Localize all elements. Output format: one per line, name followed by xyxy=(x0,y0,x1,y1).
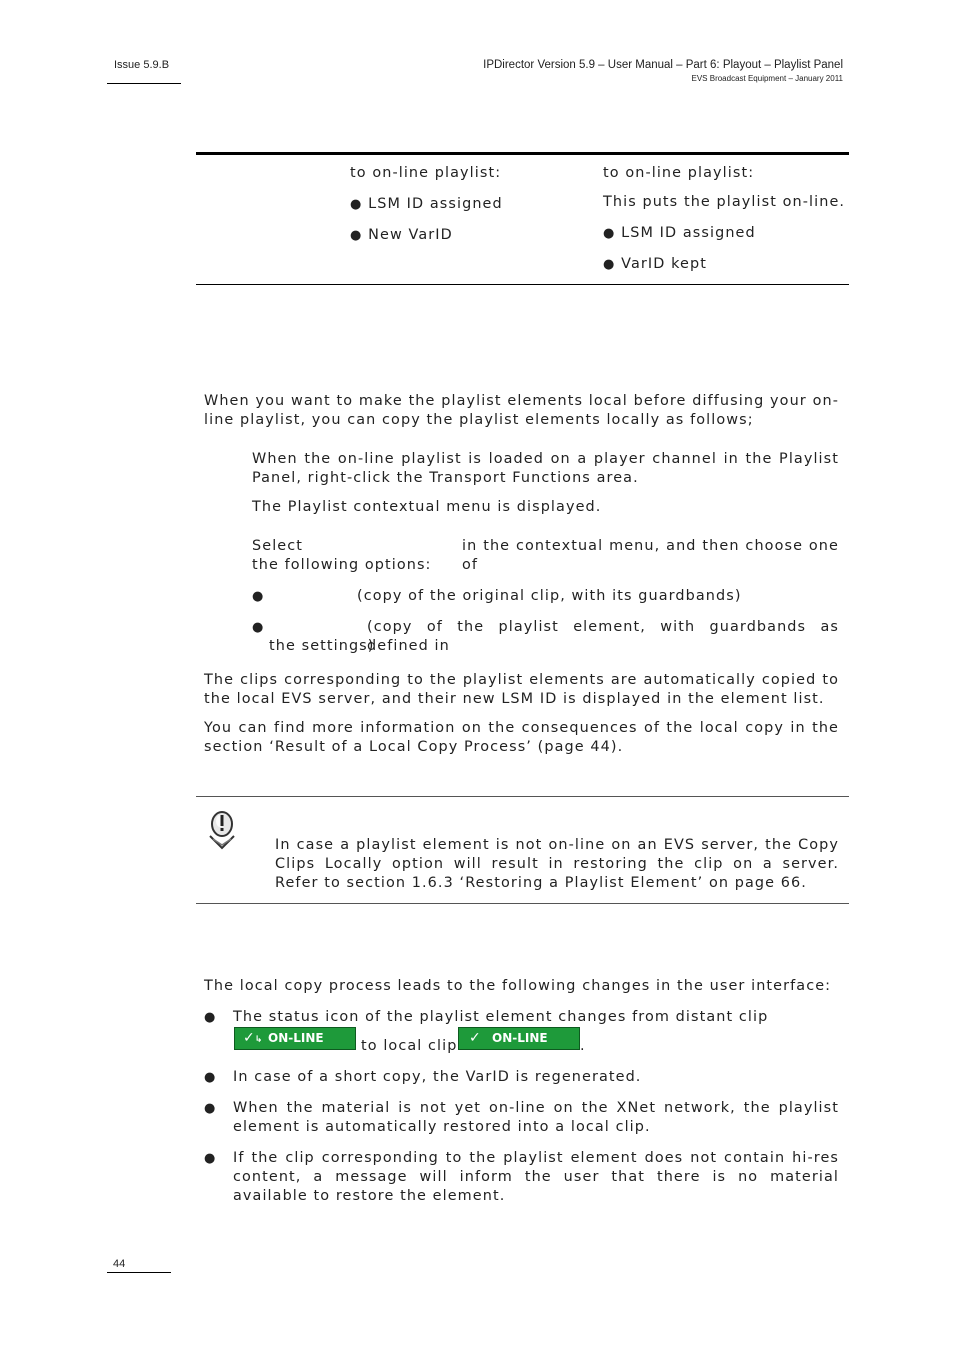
issue-label: Issue 5.9.B xyxy=(114,59,170,71)
document-subtitle: EVS Broadcast Equipment – January 2011 xyxy=(691,74,843,83)
option-2-line1: (copy of the playlist element, with guardbands as defined in xyxy=(367,619,839,654)
table-col2-note: This puts the playlist on-line. xyxy=(603,194,846,210)
step-1-result: The Playlist contextual menu is displayed. xyxy=(252,499,602,515)
distant-clip-status-badge xyxy=(234,1027,356,1050)
page-number: 44 xyxy=(113,1258,126,1270)
result-section-intro: The local copy process leads to the following changes in the user interface: xyxy=(204,978,832,994)
result-item-1-line1: The status icon of the playlist element changes from distant clip xyxy=(233,1009,769,1025)
intro-paragraph: When you want to make the playlist elements local before diffusing your on-line playlist, you can copy the playlist elements locally as follows; xyxy=(204,393,839,428)
more-info-paragraph: You can find more information on the consequences of the local copy in the section ‘Result of a Local Copy Process’ (page 44). xyxy=(204,720,839,755)
option-1-text: (copy of the original clip, with its guardbands) xyxy=(357,588,742,604)
local-status-label: ON-LINE xyxy=(492,1031,548,1045)
header-divider xyxy=(107,83,181,84)
option-2-bullet: ● xyxy=(252,620,265,635)
note-text: In case a playlist element is not on-line on an EVS server, the Copy Clips Locally option will result in restoring the clip on a server. Refer to section 1.6.3 ‘Restoring a Playlist Element’ on page 66. xyxy=(275,837,839,891)
table-col1-heading: to on-line playlist: xyxy=(350,165,502,181)
result-item-2-bullet: ● xyxy=(204,1070,217,1085)
table-col2-bullet-2-text: VarID kept xyxy=(621,256,707,272)
local-clip-checkmark-icon: ✓ xyxy=(469,1030,481,1046)
distant-status-label: ON-LINE xyxy=(268,1031,324,1045)
local-clip-status-badge xyxy=(458,1027,580,1050)
note-bottom-border xyxy=(196,903,849,904)
step-1: When the on-line playlist is loaded on a player channel in the Playlist Panel, right-click the Transport Functions area. xyxy=(252,451,839,486)
distant-clip-icon: ✓↳ xyxy=(243,1030,263,1046)
table-bottom-border xyxy=(196,284,849,285)
option-1-bullet: ● xyxy=(252,589,265,604)
table-col2-bullet-1: ● LSM ID assigned xyxy=(603,225,756,241)
table-col2-bullet-1-text: LSM ID assigned xyxy=(621,225,756,241)
result-item-1-bullet: ● xyxy=(204,1010,217,1025)
result-item-1-mid: to local clip xyxy=(361,1038,458,1054)
result-item-4-bullet: ● xyxy=(204,1151,217,1166)
result-item-1-end: . xyxy=(580,1038,586,1054)
step-2-select: Select xyxy=(252,538,303,554)
step-2-line1: in the contextual menu, and then choose one of xyxy=(462,538,839,573)
table-col2-bullet-2: ● VarID kept xyxy=(603,256,707,272)
result-paragraph: The clips corresponding to the playlist elements are automatically copied to the local EVS server, and their new LSM ID is displayed in the element list. xyxy=(204,672,839,707)
footer-divider xyxy=(107,1272,171,1273)
result-item-3: When the material is not yet on-line on the XNet network, the playlist element is automatically restored into a local clip. xyxy=(233,1100,839,1135)
table-col2-heading: to on-line playlist: xyxy=(603,165,755,181)
document-title: IPDirector Version 5.9 – User Manual – Part 6: Playout – Playlist Panel xyxy=(483,59,843,71)
table-col1-bullet-1: ● LSM ID assigned xyxy=(350,196,503,212)
note-warning-icon xyxy=(204,808,240,852)
table-col1-bullet-2: ● New VarID xyxy=(350,227,453,243)
result-item-4: If the clip corresponding to the playlist element does not contain hi-res content, a message will inform the user that there is no material available to restore the element. xyxy=(233,1150,839,1204)
table-col1-bullet-1-text: LSM ID assigned xyxy=(368,196,503,212)
note-top-border xyxy=(196,796,849,797)
table-top-border xyxy=(196,152,849,155)
table-col1-bullet-2-text: New VarID xyxy=(368,227,453,243)
step-2-line2: the following options: xyxy=(252,557,432,573)
result-item-2: In case of a short copy, the VarID is regenerated. xyxy=(233,1069,642,1085)
result-item-3-bullet: ● xyxy=(204,1101,217,1116)
option-2-line2: the settings) xyxy=(269,638,375,654)
